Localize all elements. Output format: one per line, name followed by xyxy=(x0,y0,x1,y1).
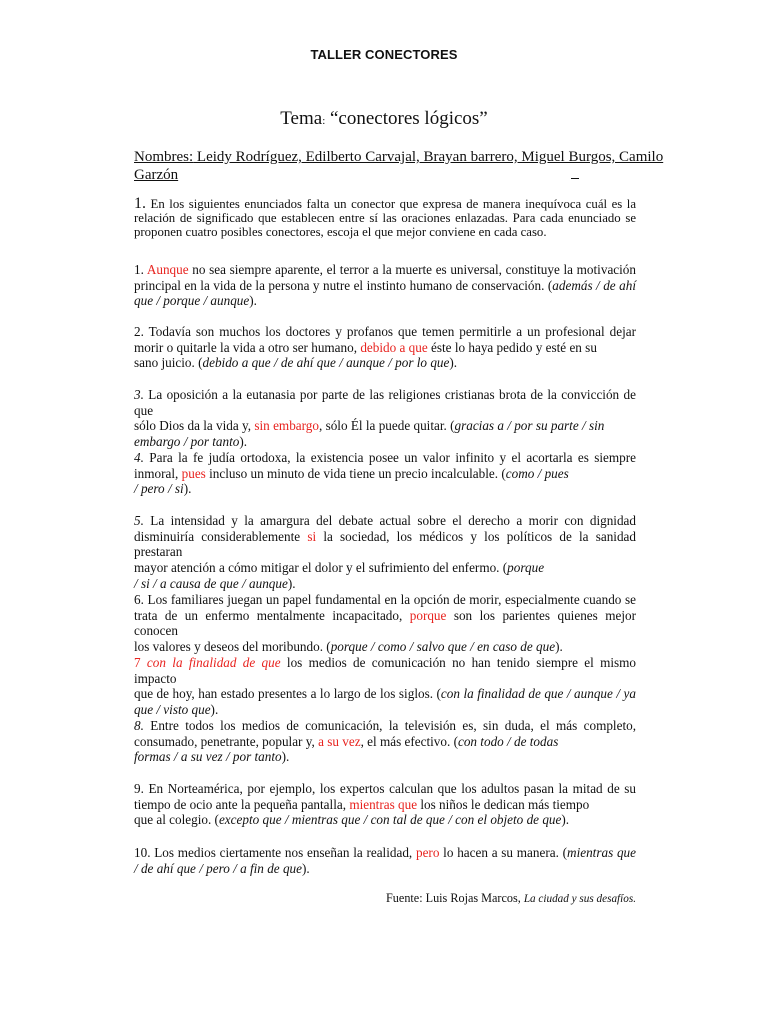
item-text: tiempo de ocio ante la pequeña pantalla, xyxy=(134,796,350,812)
item-text: La intensidad y la amargura del debate actual sobre el derecho a morir con dignidad xyxy=(143,513,636,528)
answer-connector: debido a que xyxy=(360,339,428,355)
source-citation xyxy=(380,891,636,906)
connector-options: además / de ahí xyxy=(552,277,636,293)
item-text: ). xyxy=(555,639,563,655)
item-text: incluso un minuto de vida tiene un precio incalculable. ( xyxy=(205,465,506,481)
source-label: Fuente: Luis Rojas Marcos, xyxy=(386,891,524,905)
item-text: que de hoy, han estado presentes a lo largo de los siglos. ( xyxy=(134,686,441,702)
item-text: ). xyxy=(287,575,296,591)
connector-options: que / porque / aunque xyxy=(134,293,250,309)
item-text: inmoral, xyxy=(134,465,182,481)
item-text: ). xyxy=(449,355,458,371)
answer-connector: pero xyxy=(415,845,440,860)
exercise-item-3 xyxy=(134,387,636,450)
answer-connector: si xyxy=(307,528,317,544)
names-label: Nombres: xyxy=(134,149,194,165)
item-number: 5. xyxy=(134,513,144,528)
item-text: ). xyxy=(239,434,248,450)
answer-connector: sin embargo xyxy=(254,418,319,434)
item-number: 10. xyxy=(134,845,151,860)
instructions-paragraph xyxy=(134,197,636,239)
item-number: 1. xyxy=(134,262,144,277)
item-number: 6. xyxy=(134,592,144,607)
item-number: 8. xyxy=(134,718,144,733)
connector-options: debido a que / de ahí que / aunque / por lo que xyxy=(202,355,450,371)
connector-options: porque xyxy=(507,560,545,576)
item-text: sano juicio. ( xyxy=(134,355,203,371)
answer-connector: a su vez xyxy=(318,733,361,749)
connector-options: porque / como / salvo que / en caso de que xyxy=(330,639,556,655)
exercise-item-7 xyxy=(134,655,636,718)
instructions-line-1: En los siguientes enunciados falta un conector que expresa de manera inequívoca cuál es la xyxy=(146,197,636,211)
item-text: trata de un enfermo mentalmente incapacitado, xyxy=(134,607,410,623)
answer-connector: porque xyxy=(409,607,447,623)
item-text: Entre todos los medios de comunicación, la televisión es, sin duda, el más completo, xyxy=(143,718,636,733)
names-block xyxy=(134,149,664,184)
topic-colon: : xyxy=(322,115,326,127)
item-number: 4. xyxy=(134,450,144,465)
item-text: ). xyxy=(210,702,219,718)
names-line-2: Garzón xyxy=(134,167,179,183)
topic-label: Tema xyxy=(280,108,323,129)
item-text: ). xyxy=(281,749,290,765)
topic-heading xyxy=(0,108,768,130)
item-text: principal en la vida de la persona y nutre el instinto humano de conservación. ( xyxy=(134,277,553,293)
exercise-item-8 xyxy=(134,718,636,765)
item-text: los medios de comunicación no han tenido siempre el mismo impacto xyxy=(134,655,636,686)
connector-options: / de ahí que / pero / a fin de que xyxy=(134,860,302,876)
answer-connector: mientras que xyxy=(349,796,418,812)
item-text: sólo Dios da la vida y, xyxy=(134,418,255,434)
connector-options: excepto que / mientras que / con tal de que / con el objeto de que xyxy=(218,812,562,828)
item-text: Todavía son muchos los doctores y profanos que temen permitirle a un profesional dejar xyxy=(143,324,636,339)
item-text: consumado, penetrante, popular y, xyxy=(134,733,319,749)
exercise-item-2 xyxy=(134,324,636,371)
exercise-item-9 xyxy=(134,781,636,828)
connector-options: / pero / si xyxy=(134,481,184,497)
item-text: son los parientes quienes mejor conocen xyxy=(134,607,636,639)
item-text: ). xyxy=(302,860,310,876)
item-number: 9. xyxy=(134,781,144,796)
item-text: Para la fe judía ortodoxa, la existencia posee un valor infinito y el acortarla es siempre xyxy=(143,450,636,465)
names-line-1: Leidy Rodríguez, Edilberto Carvajal, Brayan barrero, Miguel Burgos, Camilo xyxy=(193,149,664,165)
item-text: los valores y deseos del moribundo. ( xyxy=(134,639,331,655)
exercise-item-1 xyxy=(134,262,636,309)
instructions-number: 1. xyxy=(134,195,146,212)
answer-connector: con la finalidad de que xyxy=(146,655,281,670)
connector-options: / si / a causa de que / aunque xyxy=(134,575,288,591)
connector-options: formas / a su vez / por tanto xyxy=(134,749,282,765)
connector-options: con todo / de todas xyxy=(457,733,559,749)
item-text: , sólo Él la puede quitar. ( xyxy=(318,418,455,434)
answer-connector: pues xyxy=(181,465,206,481)
answer-connector: Aunque xyxy=(146,262,189,277)
item-text: En Norteamérica, por ejemplo, los expertos calculan que los adultos pasan la mitad de su xyxy=(143,781,636,796)
connector-options: que / visto que xyxy=(134,702,211,718)
names-underline-tail xyxy=(571,166,579,179)
item-text: la sociedad, los médicos y los políticos de la sanidad prestaran xyxy=(134,528,636,560)
source-work-title: La ciudad y sus desafíos. xyxy=(523,893,636,905)
item-text: no sea siempre aparente, el terror a la muerte es universal, constituye la motivación xyxy=(188,262,636,277)
item-number: 7 xyxy=(134,655,141,670)
item-text: Los familiares juegan un papel fundamental en la opción de morir, especialmente cuando se xyxy=(143,592,636,607)
item-text: que al colegio. ( xyxy=(134,812,219,828)
connector-options: con la finalidad de que / aunque / ya xyxy=(440,686,636,702)
exercise-item-4 xyxy=(134,450,636,497)
connector-options: gracias a / por su parte / sin xyxy=(454,418,605,434)
item-text: , el más efectivo. ( xyxy=(360,733,458,749)
item-text: disminuiría considerablemente xyxy=(134,528,308,544)
exercise-item-10 xyxy=(134,845,636,876)
item-text: mayor atención a cómo mitigar el dolor y el sufrimiento del enfermo. ( xyxy=(134,560,508,576)
item-text: ). xyxy=(561,812,570,828)
item-number: 3. xyxy=(134,387,144,402)
instructions-line-2: relación de significado que establecen entre sí las oraciones enlazadas. Para cada enunciado se xyxy=(134,211,636,225)
item-text: ). xyxy=(183,481,192,497)
item-text: ). xyxy=(249,293,257,309)
item-text: éste lo haya pedido y esté en su xyxy=(427,339,597,355)
connector-options: mientras que xyxy=(567,845,637,860)
item-number: 2. xyxy=(134,324,144,339)
instructions-line-3: proponen cuatro posibles conectores, escoja el que mejor conviene en cada caso. xyxy=(134,225,547,239)
item-text: lo hacen a su manera. ( xyxy=(439,845,568,860)
item-text: La oposición a la eutanasia por parte de las religiones cristianas brota de la convicción de que xyxy=(134,387,636,418)
item-text: morir o quitarle la vida a otro ser humano, xyxy=(134,339,361,355)
connector-options: embargo / por tanto xyxy=(134,434,240,450)
item-text: Los medios ciertamente nos enseñan la realidad, xyxy=(150,845,416,860)
topic-value: “conectores lógicos” xyxy=(330,108,488,129)
item-text: los niños le dedican más tiempo xyxy=(417,796,590,812)
page-title: TALLER CONECTORES xyxy=(310,47,458,62)
connector-options: como / pues xyxy=(505,465,569,481)
exercise-item-5 xyxy=(134,513,636,592)
exercise-item-6 xyxy=(134,592,636,655)
